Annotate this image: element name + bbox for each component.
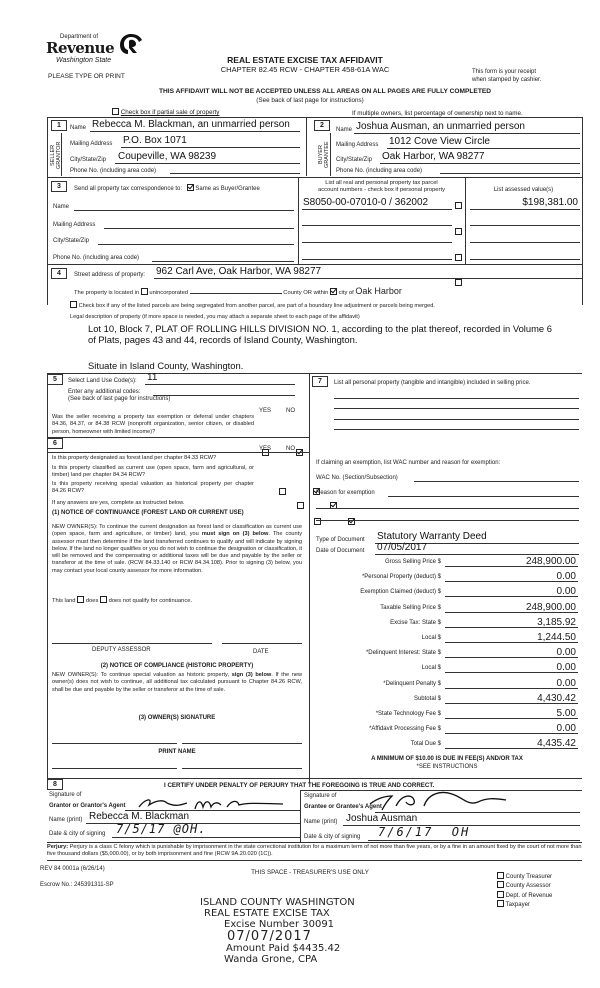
logo-text-revenue: Revenue: [46, 39, 115, 57]
partial-sale-label: Check box if partial sale of property: [120, 109, 220, 116]
treasurer-use-label: THIS SPACE - TREASURER'S USE ONLY: [251, 869, 369, 876]
section-1-number: 1: [51, 120, 67, 131]
tax-calculation-row: [320, 632, 578, 644]
city-of-label: city of: [338, 290, 354, 296]
amount-value-field[interactable]: 0.00: [556, 571, 576, 583]
street-address-label: Street address of property:: [74, 272, 146, 278]
section-4-number: 4: [51, 268, 67, 279]
does-label: does: [85, 598, 99, 604]
parcel-number-field[interactable]: [302, 242, 452, 243]
segregated-label: Check box if any of the listed parcels are being segregated from another parcel, are part of a boundary line adjustment or parcels being merged.: [78, 303, 435, 309]
if-yes-note: If any answers are yes, complete as instructed below.: [52, 500, 185, 506]
assessed-value-field[interactable]: [470, 242, 580, 243]
this-land-label: This land: [52, 598, 76, 604]
tax-calculation-row: [320, 678, 578, 690]
deputy-assessor-signature-field[interactable]: [52, 643, 212, 644]
grantor-date-city-field[interactable]: 7/5/17 @OH.: [116, 822, 207, 836]
amount-label: *Delinquent Penalty $: [383, 680, 441, 687]
current-use-question: Is this property classified as current use (open space, farm and agricultural, or timber) land per chapter 84.34 RCW?: [52, 465, 254, 479]
stamp-line-signer: Wanda Grone, CPA: [224, 954, 318, 965]
continuance-row: [52, 596, 192, 604]
divider: [47, 117, 48, 305]
wac-field[interactable]: [414, 481, 579, 482]
amount-label: *State Technology Fee $: [375, 711, 441, 717]
copy-item-county-treasurer: [497, 872, 552, 881]
underline: [145, 384, 295, 385]
parcel-row: [0, 16, 600, 24]
stamp-line-county: ISLAND COUNTY WASHINGTON: [200, 897, 355, 908]
located-in-label: The property is located in: [74, 290, 140, 296]
historical-question: Is this property receiving special valuation as historical property per chapter 84.26 RCW?: [52, 481, 254, 495]
multiple-owners-note: If multiple owners, list percentage of ownership next to name.: [352, 110, 523, 117]
county-or-within-label: County OR within: [283, 290, 329, 296]
divider: [47, 778, 582, 779]
receipt-note-1: This form is your receipt: [472, 69, 537, 75]
underline: [302, 209, 452, 210]
forest-land-yes-checkbox[interactable]: [279, 488, 286, 495]
grantee-sig-of-label: Signature of: [304, 793, 337, 799]
please-type-label: PLEASE TYPE OR PRINT: [48, 73, 125, 80]
parcel-header-2: account numbers - check box if personal property: [318, 187, 445, 193]
segregated-row: [70, 301, 435, 309]
tax-calculation-row: [320, 738, 578, 750]
form-title: REAL ESTATE EXCISE TAX AFFIDAVIT: [227, 55, 383, 65]
divider: [47, 117, 582, 118]
owner-signature-title: (3) OWNER(S) SIGNATURE: [138, 715, 216, 721]
notice1-text-bold: must sign on (3) below: [201, 531, 269, 538]
s6-no-header: NO: [286, 446, 295, 452]
divider: [47, 437, 309, 438]
notice-continuance-title: (1) NOTICE OF CONTINUANCE (FOREST LAND OR CURRENT USE): [52, 510, 244, 516]
grantor-agent-label: Grantor or Grantor's Agent: [49, 803, 126, 809]
current-use-yes-checkbox[interactable]: [297, 502, 304, 509]
owner-signature-field-2[interactable]: [182, 743, 302, 744]
section-7-number: 7: [312, 376, 328, 387]
partial-sale-checkbox[interactable]: [112, 108, 119, 115]
buyer-name-field[interactable]: Joshua Ausman, an unmarried person: [356, 121, 525, 132]
s5-no-header: NO: [286, 408, 295, 414]
does-qualify-checkbox[interactable]: [77, 596, 84, 603]
same-as-buyer-checkbox[interactable]: [187, 184, 194, 191]
assessed-value-field[interactable]: $198,381.00: [522, 197, 578, 208]
seller-grantor-label: [50, 138, 61, 172]
logo-text-dept: Department of: [60, 34, 99, 40]
send-correspondence-row: [74, 184, 260, 192]
notice-continuance-text: [52, 524, 302, 575]
tax-calculation-row: [320, 693, 578, 705]
owner-signature-field-1[interactable]: [52, 743, 177, 744]
tax-calculation-row: [320, 708, 578, 720]
amount-label: Local $: [421, 665, 441, 672]
legal-description-label: Legal description of property (if more space is needed, you may attach a separate sheet to each page of the affidavit): [70, 314, 360, 320]
grantor-name-label: Name (print): [49, 817, 83, 823]
reason-label: Reason for exemption: [316, 490, 375, 496]
perjury-text: Perjury is a class C felony which is punishable by imprisonment in the state correctional institution for a maximum term of not more than five years, or by a fine in an amount fixed by the court of not more than five thousand dollars ($5,000.00), or by both imprisonment and fine (RCW 9A.20.020 (1C)).: [47, 844, 582, 857]
amount-value-field[interactable]: 0.00: [556, 647, 576, 659]
section-2-number: 2: [314, 120, 330, 131]
divider: [47, 177, 582, 178]
underline: [368, 840, 580, 841]
city-of-field[interactable]: Oak Harbor: [355, 286, 402, 296]
personal-property-field-2[interactable]: [334, 408, 579, 409]
underline: [121, 147, 300, 148]
personal-property-checkbox[interactable]: [455, 202, 462, 209]
partial-sale-row: [112, 108, 219, 116]
buyer-label: BUYER: [318, 145, 324, 165]
print-name-label: PRINT NAME: [158, 749, 196, 755]
buyer-address-field[interactable]: 1012 Cove View Circle: [389, 136, 490, 147]
assessed-value-field[interactable]: [470, 225, 580, 226]
amount-value-field[interactable]: 5.00: [556, 708, 576, 719]
divider: [309, 373, 310, 783]
amount-label: Total Due $: [410, 741, 441, 748]
see-back-note: (See back of last page for instructions): [256, 97, 364, 104]
legal-description-line-1[interactable]: Lot 10, Block 7, PLAT OF ROLLING HILLS DIVISION NO. 1, according to the plat thereof, recorded in Volume 6: [88, 323, 552, 334]
land-use-label: Select Land Use Code(s):: [68, 378, 137, 384]
property-location-row: [74, 286, 402, 296]
additional-codes-note: (See back of last page for instructions): [68, 396, 171, 402]
reason-field-2[interactable]: [316, 508, 579, 509]
tax-calculation-row: [320, 617, 578, 629]
stamp-line-amount-paid: Amount Paid $4435.42: [226, 943, 341, 954]
exemption-claim-label: If claiming an exemption, list WAC number and reason for exemption:: [316, 460, 501, 466]
deputy-assessor-label: DEPUTY ASSESSOR: [92, 647, 151, 653]
amount-label: Exemption Claimed (deduct) $: [360, 589, 441, 596]
amount-value-field[interactable]: 1,244.50: [537, 632, 576, 643]
s6-yes-header: YES: [259, 446, 272, 452]
amount-value-field[interactable]: 248,900.00: [525, 601, 576, 613]
city-of-checkbox[interactable]: [330, 288, 337, 295]
s3-phone-field[interactable]: [152, 261, 294, 262]
doc-date-field[interactable]: 07/05/2017: [377, 542, 428, 553]
divider: [47, 452, 309, 453]
copy-distribution-list: [497, 872, 552, 909]
amount-value-field[interactable]: 4,435.42: [537, 738, 576, 750]
amount-value-field[interactable]: 3,185.92: [537, 616, 576, 628]
underline: [380, 163, 580, 164]
tax-calculation-row: [320, 556, 578, 568]
divider: [306, 117, 307, 176]
doc-type-label: Type of Document: [316, 537, 365, 543]
copy-checkbox[interactable]: [497, 872, 504, 879]
notice-compliance-text: [52, 672, 302, 694]
amount-label: *Delinquent Interest: State $: [365, 650, 441, 657]
amount-label: Subtotal $: [413, 695, 441, 702]
assessed-value-header: List assessed value(s): [493, 187, 554, 193]
grantee-signature-scribble: [368, 790, 508, 812]
seller-name-field[interactable]: Rebecca M. Blackman, an unmarried person: [92, 119, 290, 130]
personal-property-checkbox[interactable]: [455, 254, 462, 261]
notice2-text-bold: sign (3) below: [231, 672, 272, 678]
personal-property-field-1[interactable]: [334, 398, 579, 399]
notice-compliance-title: (2) NOTICE OF COMPLIANCE (HISTORIC PROPERTY): [100, 663, 254, 669]
divider: [582, 117, 583, 305]
section-5-number: 5: [47, 374, 63, 385]
copy-item-taxpayer: [497, 900, 552, 909]
grantee-date-city-label: Date & city of signing: [304, 834, 361, 840]
certify-statement: I CERTIFY UNDER PENALTY OF PERJURY THAT THE FOREGOING IS TRUE AND CORRECT.: [164, 782, 435, 789]
stamp-line-ret: REAL ESTATE EXCISE TAX: [204, 908, 330, 919]
underline: [354, 133, 580, 134]
reason-field-1[interactable]: [388, 496, 579, 497]
receipt-note-2: when stamped by cashier.: [472, 77, 542, 83]
tax-calculation-row: [320, 571, 578, 583]
tax-calculation-row: [320, 662, 578, 674]
seller-phone-field[interactable]: [170, 173, 300, 174]
amount-label: Taxable Selling Price $: [380, 604, 441, 611]
copy-label: Dept. of Revenue: [505, 892, 553, 899]
buyer-city-field[interactable]: Oak Harbor, WA 98277: [382, 151, 485, 162]
copy-item-county-assessor: [497, 881, 552, 890]
date-label: DATE: [253, 649, 269, 655]
perjury-notice: [47, 844, 582, 858]
parcel-number-field[interactable]: [302, 225, 452, 226]
tax-calculation-row: [320, 723, 578, 735]
copy-label: Taxpayer: [505, 901, 530, 908]
minimum-due-note: A MINIMUM OF $10.00 IS DUE IN FEE(S) AND/OR TAX: [371, 756, 523, 762]
s3-address-label: Mailing Address: [53, 222, 96, 228]
notice2-text-a: NEW OWNER(S): To continue special valuation as historic property,: [52, 672, 232, 678]
s3-phone-label: Phone No. (including area code): [53, 255, 140, 261]
segregated-checkbox[interactable]: [70, 301, 77, 308]
copy-item-dept-revenue: [497, 891, 552, 900]
s3-city-field[interactable]: [98, 244, 294, 245]
amount-value-field[interactable]: 0.00: [556, 677, 576, 689]
grantee-label: GRANTEE: [324, 141, 330, 169]
wac-label: WAC No. (Section/Subsection): [316, 475, 398, 481]
parcel-number-field[interactable]: [302, 259, 452, 260]
seller-address-field[interactable]: P.O. Box 1071: [123, 135, 187, 146]
s2-phone-label: Phone No. (including area code): [336, 168, 423, 174]
unincorporated-label: unincorporated: [149, 290, 189, 296]
parcel-number-field[interactable]: S8050-00-07010-0 / 362002: [303, 197, 429, 208]
owner-print-name-field-1[interactable]: [52, 768, 177, 769]
personal-property-checkbox[interactable]: [455, 279, 462, 286]
amount-label: *Affidavit Processing Fee $: [369, 726, 441, 733]
buyer-phone-field[interactable]: [440, 173, 580, 174]
section-8-number: 8: [47, 779, 63, 790]
grantee-agent-label: Grantee or Grantee's Agent: [304, 804, 382, 810]
underline: [154, 278, 582, 279]
divider: [47, 373, 582, 374]
county-field[interactable]: [190, 293, 282, 294]
s1-address-label: Mailing Address: [70, 141, 113, 147]
parcel-row: [0, 8, 600, 16]
divider: [47, 860, 582, 861]
personal-property-checkbox[interactable]: [455, 228, 462, 235]
assessed-value-field[interactable]: [470, 259, 580, 260]
logo-text-state: Washington State: [56, 57, 112, 64]
copy-label: County Treasurer: [505, 874, 553, 880]
copy-label: County Assessor: [505, 883, 551, 890]
grantee-print-name-field[interactable]: Joshua Ausman: [346, 813, 418, 824]
parcel-row: [0, 24, 600, 32]
underline: [115, 163, 300, 164]
personal-property-field-4[interactable]: [334, 429, 579, 430]
personal-property-label: List all personal property (tangible and intangible) included in selling price.: [334, 380, 531, 386]
personal-property-field-3[interactable]: [334, 419, 579, 420]
underline: [387, 148, 580, 149]
owner-print-name-field-2[interactable]: [182, 768, 302, 769]
dor-emblem-icon: [118, 32, 144, 56]
amount-label: *Personal Property (deduct) $: [361, 574, 441, 581]
notice2-text-b: . If the new owner(s) does not wish to continue, all additional tax calculated pursuant to Chapter 84.26 RCW, shall be due and payable by the seller or transferor at the time of sale.: [52, 672, 302, 693]
divider: [330, 133, 331, 176]
amount-value-field[interactable]: 4,430.42: [537, 692, 576, 704]
s3-address-field[interactable]: [104, 228, 294, 229]
underline: [470, 209, 580, 210]
grantee-name-label: Name (print): [304, 819, 338, 825]
tax-calculation-row: [320, 586, 578, 598]
copy-checkbox[interactable]: [497, 881, 504, 888]
underline: [112, 837, 300, 838]
divider: [47, 264, 582, 265]
assessor-date-field[interactable]: [222, 643, 302, 644]
grantor-label: GRANTOR: [56, 141, 62, 169]
stamp-line-date: 07/07/2017: [227, 929, 312, 944]
stamp-line-excise-number: Excise Number 30091: [224, 919, 335, 930]
divider: [47, 373, 48, 783]
divider: [47, 842, 582, 843]
does-not-qualify-checkbox[interactable]: [100, 596, 107, 603]
section-3-number: 3: [51, 181, 67, 192]
doc-date-label: Date of Document: [316, 548, 365, 554]
additional-codes-field[interactable]: [153, 395, 295, 396]
same-as-buyer-label: Same as Buyer/Grantee: [195, 186, 260, 192]
escrow-number: Escrow No.: 245391311-SP: [40, 882, 114, 888]
grantor-print-name-field[interactable]: Rebecca M. Blackman: [89, 811, 190, 822]
doc-type-field[interactable]: Statutory Warranty Deed: [377, 531, 487, 542]
copy-checkbox[interactable]: [497, 891, 504, 898]
s1-name-label: Name: [70, 125, 87, 131]
s3-city-label: City/State/Zip: [53, 238, 90, 244]
legal-description-line-2[interactable]: of Plats, pages 43 and 44, records of Island County, Washington.: [88, 334, 358, 345]
exemption-question: Was the seller receiving a property tax exemption or deferral under chapters 84.36, 84.37, or 84.38 RCW (nonprofit organization, senior citizen, or disabled person, homeowner with limited income)?: [52, 414, 254, 435]
seller-label: SELLER: [50, 144, 56, 166]
s1-city-label: City/State/Zip: [70, 157, 107, 163]
amount-value-field[interactable]: 0.00: [556, 586, 576, 598]
amount-label: Gross Selling Price $: [384, 559, 441, 565]
tax-calculation-row: [320, 602, 578, 614]
reason-field-3[interactable]: [316, 520, 579, 521]
grantor-sig-of-label: Signature of: [49, 792, 82, 798]
grantor-date-city-label: Date & city of signing: [49, 831, 106, 837]
see-instructions-note: *SEE INSTRUCTIONS: [416, 764, 478, 770]
s5-yes-header: YES: [259, 408, 272, 414]
perjury-label: Perjury:: [47, 844, 69, 850]
s3-name-label: Name: [53, 204, 70, 210]
tax-calculation-row: [320, 647, 578, 659]
send-correspondence-label: Send all property tax correspondence to:: [74, 186, 183, 192]
seller-city-field[interactable]: Coupeville, WA 98239: [118, 151, 217, 162]
s2-city-label: City/State/Zip: [336, 157, 373, 163]
divider: [300, 790, 301, 842]
dor-logo: [46, 32, 146, 76]
forest-land-question: Is this property designated as forest land per chapter 84.33 RCW?: [52, 455, 217, 461]
parcel-header-1: List all real and personal property tax parcel: [325, 180, 438, 186]
property-street-field[interactable]: 962 Carl Ave, Oak Harbor, WA 98277: [156, 266, 322, 277]
notice1-text-a: NEW OWNER(S): To continue the current designation as forest land or classification as current use (open space, farm and agriculture, or timber) land, you: [52, 524, 302, 538]
buyer-grantee-label: [318, 138, 329, 172]
amount-value-field[interactable]: 248,900.00: [525, 556, 576, 567]
amount-label: Excise Tax: State $: [390, 619, 441, 626]
notice1-text-b: . The county assessor must then determine if the land transferred continues to qualify and will indicate by signing below. If the land no longer qualifies or you do not wish to continue the designation or classification, it will be removed and the compensating or additional taxes will be due and payable by the seller or transferor at the time of sale. (RCW 84.33.140 or RCW 84.34.108). Prior to signing (3) below, you may contact your local county assessor for more information.: [52, 531, 303, 574]
section-6-number: 6: [47, 438, 63, 449]
s2-address-label: Mailing Address: [336, 142, 379, 148]
s3-name-field[interactable]: [74, 210, 294, 211]
form-revision: REV 84 0001a (6/26/14): [40, 866, 105, 872]
s1-phone-label: Phone No. (including area code): [70, 168, 157, 174]
does-not-label: does not qualify for continuance.: [108, 598, 193, 604]
warning-banner: THIS AFFIDAVIT WILL NOT BE ACCEPTED UNLESS ALL AREAS ON ALL PAGES ARE FULLY COMPLETED: [158, 88, 492, 95]
underline: [90, 131, 300, 132]
amount-value-field[interactable]: 0.00: [556, 662, 576, 674]
underline: [375, 554, 579, 555]
unincorporated-checkbox[interactable]: [141, 288, 148, 295]
additional-codes-label: Enter any additional codes:: [68, 389, 141, 395]
copy-checkbox[interactable]: [497, 900, 504, 907]
s2-name-label: Name: [336, 127, 353, 133]
land-use-field[interactable]: 11: [147, 372, 158, 383]
amount-value-field[interactable]: 0.00: [556, 723, 576, 735]
grantee-date-city-field[interactable]: 7/6/17 OH: [378, 825, 471, 839]
form-subtitle: CHAPTER 82.45 RCW - CHAPTER 458-61A WAC: [220, 65, 390, 74]
amount-label: Local $: [421, 635, 441, 641]
legal-description-line-3[interactable]: Situate in Island County, Washington.: [88, 360, 244, 371]
